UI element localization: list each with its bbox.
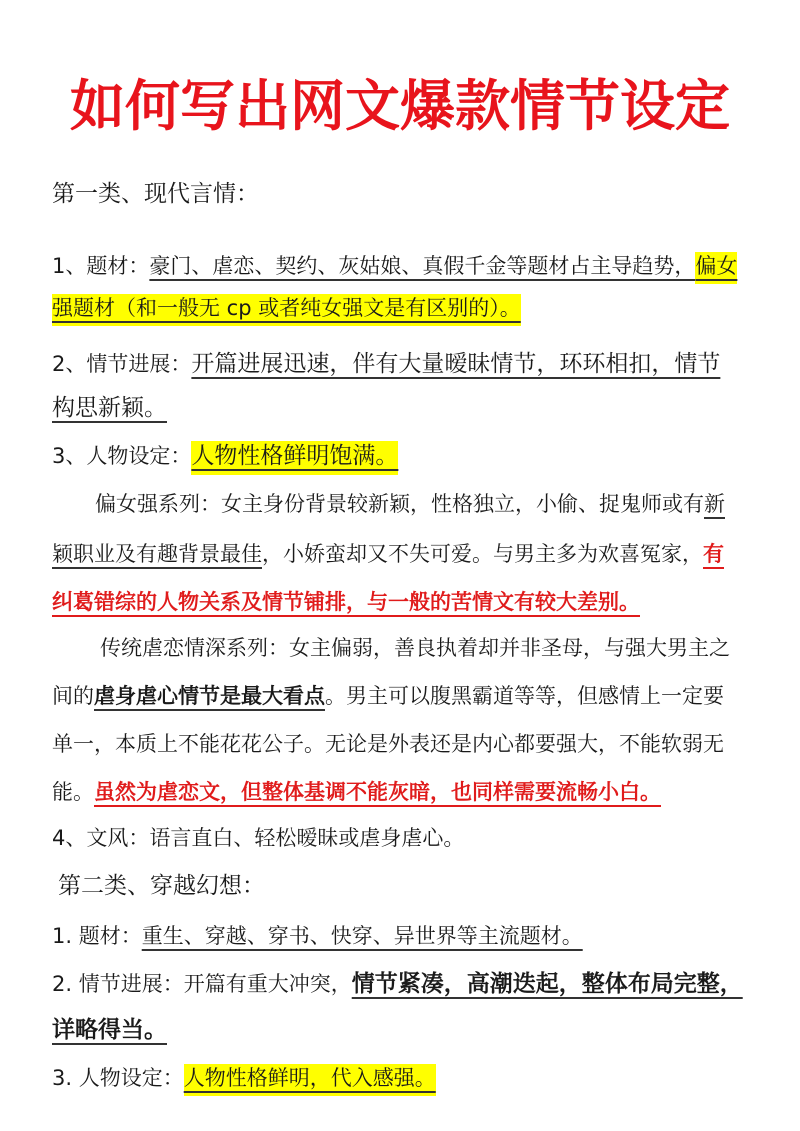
para1-underline: 新 [704, 492, 725, 516]
s2-item2-line2 [52, 1012, 167, 1048]
s2-item2-line1 [52, 966, 743, 1002]
s2-item3-label: 3. 人物设定： [52, 1066, 184, 1090]
s2-item3-line [52, 1060, 436, 1096]
s1-item3-label: 3、人物设定： [52, 444, 192, 468]
s2-item2-text-a: 情节紧凑，高潮迭起，整体布局完整， [351, 971, 743, 997]
s1-item2-text-a: 开篇进展迅速，伴有大量暧昧情节，环环相扣，情节 [191, 351, 721, 377]
s1-item2-line1 [52, 346, 720, 382]
para1-red-emphasis: 有 [703, 542, 724, 566]
s1-item4-label: 4、文风： [52, 826, 150, 850]
para1-text: 偏女强系列：女主身份背景较新颖，性格独立，小偷、捉鬼师或有 [95, 492, 704, 516]
s2-item3-highlight: 人物性格鲜明，代入感强。 [184, 1064, 436, 1096]
s1-item4-line [52, 820, 464, 856]
section1-heading: 第一类、现代言情： [52, 181, 259, 207]
para1-underline-2: 颖职业及有趣背景最佳 [52, 542, 262, 566]
para2-text-3: 能。 [52, 780, 94, 804]
s1-item2-line2 [52, 390, 167, 426]
s2-item2-label: 2. 情节进展： [52, 972, 184, 996]
s1-item3-line [52, 438, 398, 474]
page-title: 如何写出网文爆款情节设定 [69, 74, 730, 138]
s1-para2-line3: 单一，本质上不能花花公子。无论是外表还是内心都要强大，不能软弱无 [52, 732, 724, 756]
para2-red-emphasis: 虽然为虐恋文，但整体基调不能灰暗，也同样需要流畅小白。 [94, 780, 661, 804]
para1-text-2: ，小娇蛮却又不失可爱。与男主多为欢喜冤家， [262, 542, 703, 566]
s1-item2-label: 2、情节进展： [52, 352, 192, 376]
s1-item1-text: 豪门、虐恋、契约、灰姑娘、真假千金等题材占主导趋势， [149, 254, 696, 278]
section2-heading: 第二类、穿越幻想： [58, 873, 265, 899]
s1-item1-line1 [52, 248, 737, 284]
s2-item2-plain: 开篇有重大冲突， [183, 972, 352, 996]
s1-para2-line4 [52, 774, 661, 810]
s2-item1-label: 1. 题材： [52, 924, 142, 948]
s2-item2-text-b: 详略得当。 [52, 1017, 167, 1043]
s2-item1-line [52, 918, 583, 954]
para1-red-emphasis-2: 纠葛错综的人物关系及情节铺排，与一般的苦情文有较大差别。 [52, 590, 640, 614]
s1-item1-line2 [52, 290, 521, 326]
para2-text-2: 。男主可以腹黑霸道等等，但感情上一定要 [325, 684, 724, 708]
s1-para2-line1: 传统虐恋情深系列：女主偏弱，善良执着却并非圣母，与强大男主之 [100, 636, 730, 660]
s1-para1-line3 [52, 584, 640, 620]
s1-para1-line2 [52, 536, 724, 572]
s1-item3-highlight: 人物性格鲜明饱满。 [191, 441, 398, 475]
s1-item2-text-b: 构思新颖。 [52, 395, 167, 421]
para2-underline: 虐身虐心情节是最大看点 [94, 684, 325, 708]
s1-para1-line1 [95, 486, 725, 522]
s1-item1-label: 1、题材： [52, 254, 150, 278]
s1-item1-highlight-b: 强题材（和一般无 cp 或者纯女强文是有区别的）。 [52, 294, 521, 326]
s2-item1-text: 重生、穿越、穿书、快穿、异世界等主流题材。 [141, 924, 583, 948]
para2-text: 间的 [52, 684, 94, 708]
s1-para2-line2 [52, 678, 724, 714]
s1-item4-text: 语言直白、轻松暧昧或虐身虐心。 [149, 826, 465, 850]
s1-item1-highlight-a: 偏女 [695, 252, 737, 284]
